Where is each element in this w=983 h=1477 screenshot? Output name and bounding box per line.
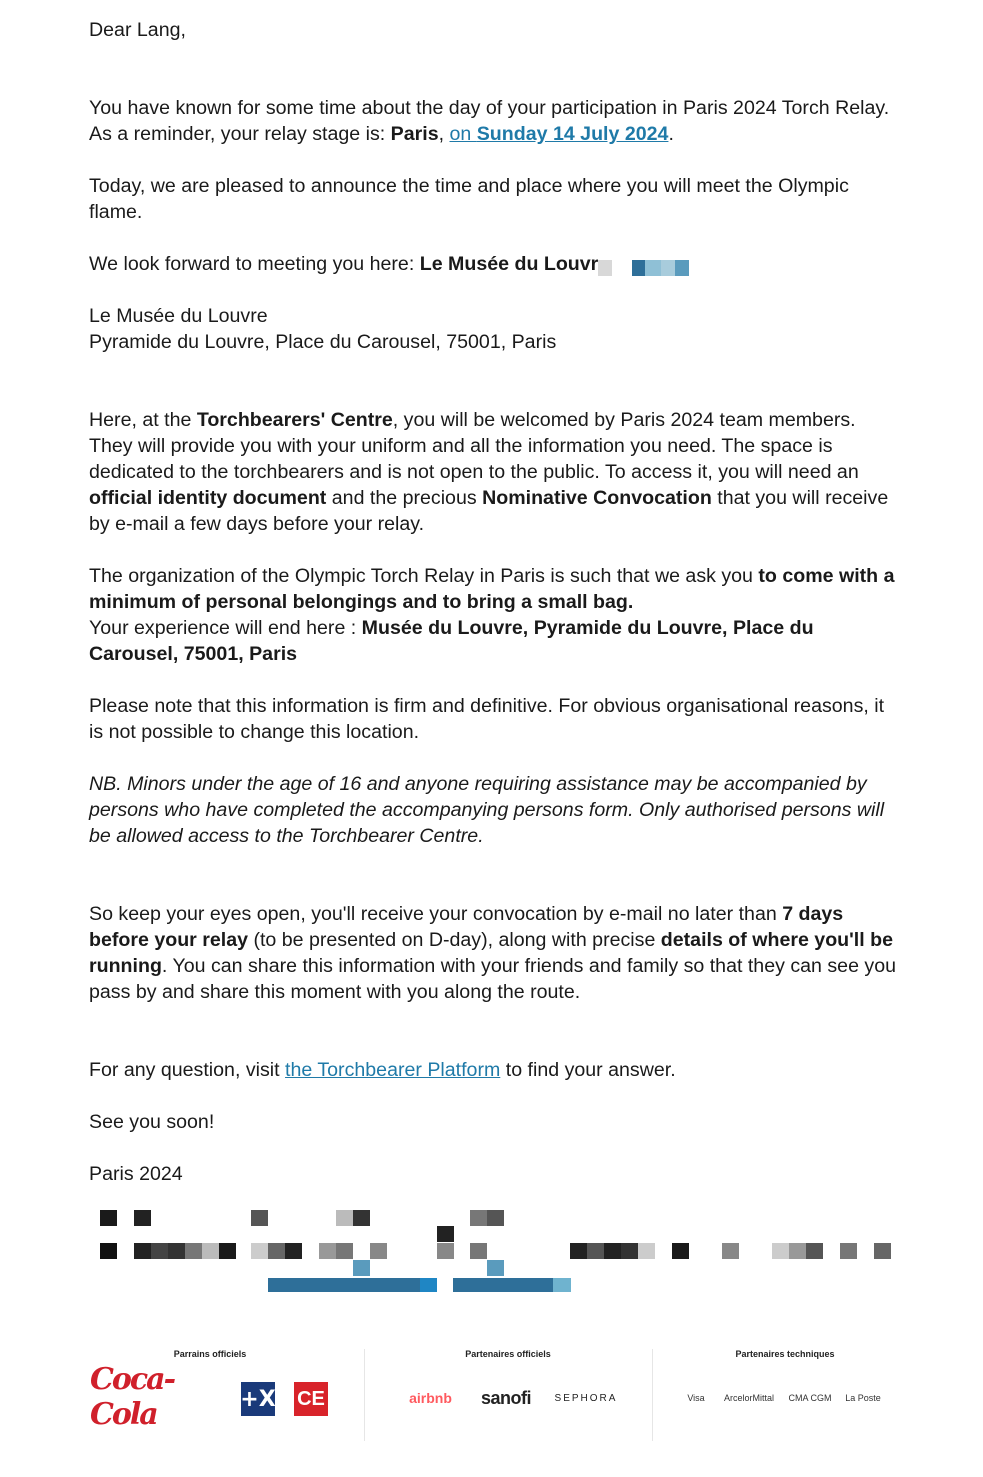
caisse-epargne-logo: CE xyxy=(294,1382,328,1416)
la-poste-logo: La Poste xyxy=(845,1393,881,1403)
sponsor-divider xyxy=(652,1349,653,1441)
airbnb-logo: airbnb xyxy=(409,1390,452,1406)
paragraph-questions: For any question, visit the Torchbearer Platform to find your answer. xyxy=(89,1059,676,1081)
sponsors-footer xyxy=(60,1345,930,1445)
address-line-1: Le Musée du Louvre xyxy=(89,305,268,327)
arcelormittal-logo: ArcelorMittal xyxy=(723,1393,774,1403)
closing: See you soon! xyxy=(89,1111,215,1133)
paragraph-relay-stage: You have known for some time about the day of your participation in Paris 2024 Torch Relay. As a reminder, your relay stage is: Paris, on Sunday 14 July 2024. xyxy=(89,97,890,145)
torchbearer-platform-link[interactable]: the Torchbearer Platform xyxy=(285,1059,501,1081)
paragraph-torchbearers-centre: Here, at the Torchbearers' Centre, you will be welcomed by Paris 2024 team members. They will provide you with your uniform and all the information you need. The space is dedicated to the torchbearers and is not open to the public. To access it, you will need an official identity document and the precious Nominative Convocation that you will receive by e-mail a few days before your relay. xyxy=(89,409,889,535)
redacted-signature-block xyxy=(100,1208,900,1298)
cma-cgm-logo: CMA CGM xyxy=(788,1393,832,1403)
visa-logo: Visa xyxy=(687,1393,705,1403)
sephora-logo: SEPHORA xyxy=(554,1392,618,1404)
meeting-place: Le Musée du Louvr xyxy=(419,253,599,275)
redacted-text xyxy=(598,257,689,273)
relay-stage-city: Paris xyxy=(390,123,439,145)
signature: Paris 2024 xyxy=(89,1163,183,1185)
sponsor-group-official-sponsors xyxy=(60,1345,360,1440)
relay-date-link[interactable]: on Sunday 14 July 2024 xyxy=(449,123,669,145)
paragraph-organization: The organization of the Olympic Torch Relay in Paris is such that we ask you to come with a minimum of personal belongings and to bring a small bag. Your experience will end here : Musée du Louvre, Pyramide du Louvre, Place du Carousel, 75001, Paris xyxy=(89,565,895,665)
paragraph-firm-info: Please note that this information is firm and definitive. For obvious organisational reasons, it is not possible to change this location. xyxy=(89,695,885,743)
sponsor-group-title: Parrains officiels xyxy=(173,1349,247,1359)
sponsor-group-official-partners xyxy=(366,1345,650,1440)
email-body xyxy=(89,17,899,1187)
paragraph-nb-minors: NB. Minors under the age of 16 and anyone requiring assistance may be accompanied by persons who have completed the accompanying persons form. Only authorised persons will be allowed access to the Torchbearer Centre. xyxy=(89,773,885,847)
coca-cola-logo: Coca-Cola xyxy=(90,1362,175,1432)
paragraph-announcement: Today, we are pleased to announce the time and place where you will meet the Olympic flame. xyxy=(89,175,849,223)
greeting: Dear Lang, xyxy=(89,19,186,41)
paragraph-meeting-place: We look forward to meeting you here: Le Musée du Louvr xyxy=(89,251,899,277)
sponsor-group-title: Partenaires techniques xyxy=(735,1349,835,1359)
sponsor-group-title: Partenaires officiels xyxy=(465,1349,551,1359)
address-line-2: Pyramide du Louvre, Place du Carousel, 75001, Paris xyxy=(89,331,557,353)
sponsor-divider xyxy=(364,1349,365,1441)
paragraph-convocation: So keep your eyes open, you'll receive your convocation by e-mail no later than 7 days before your relay (to be presented on D-day), along with precise details of where you'll be running. You can share this information with your friends and family so that they can see you pass by and share this moment with you along the route. xyxy=(89,903,897,1003)
sponsor-group-technical-partners xyxy=(654,1345,916,1440)
plus-x-logo: +X xyxy=(241,1382,275,1416)
sanofi-logo: sanofi xyxy=(480,1387,531,1408)
